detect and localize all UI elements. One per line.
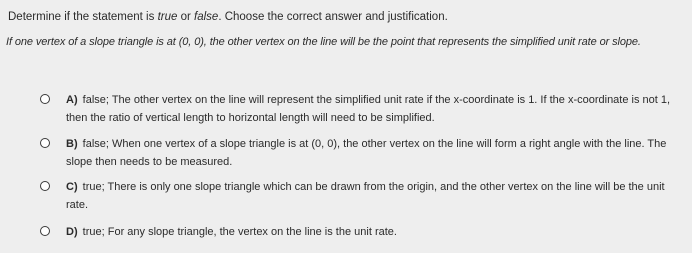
option-d[interactable] [6,223,686,241]
option-b-radio[interactable] [40,138,50,148]
instruction-middle: or [177,11,195,23]
instruction-text [8,10,686,25]
statement-text: If one vertex of a slope triangle is at (0, 0), the other vertex on the line will be the point that represents the simplified unit rate or slope. [6,36,641,48]
option-c-text: true; There is only one slope triangle which can be drawn from the origin, and the other vertex on the line will be the unit rate. [66,181,665,211]
option-c-radio[interactable] [40,181,50,191]
option-b-text: false; When one vertex of a slope triangle is at (0, 0), the other vertex on the line will form a right angle with the line. The slope then needs to be measured. [66,138,667,168]
instruction-prefix: Determine if the statement is [8,11,158,23]
instruction-false-word: false [194,11,219,23]
option-a[interactable] [6,91,686,127]
option-a-text: false; The other vertex on the line will represent the simplified unit rate if the x-coordinate is 1. If the x-coordinate is not 1, then the ratio of vertical length to horizontal length will need to be simplified. [66,94,671,124]
option-c-letter: C) [66,181,78,193]
option-d-text: true; For any slope triangle, the vertex on the line is the unit rate. [82,226,397,238]
option-c[interactable] [6,178,686,214]
instruction-suffix: . Choose the correct answer and justification. [218,11,448,23]
option-a-radio[interactable] [40,94,50,104]
option-a-letter: A) [66,94,78,106]
option-b-letter: B) [66,138,78,150]
option-d-radio[interactable] [40,226,50,236]
instruction-true-word: true [157,11,178,23]
option-d-letter: D) [66,226,78,238]
option-b[interactable] [6,135,686,171]
answer-options [6,91,686,241]
